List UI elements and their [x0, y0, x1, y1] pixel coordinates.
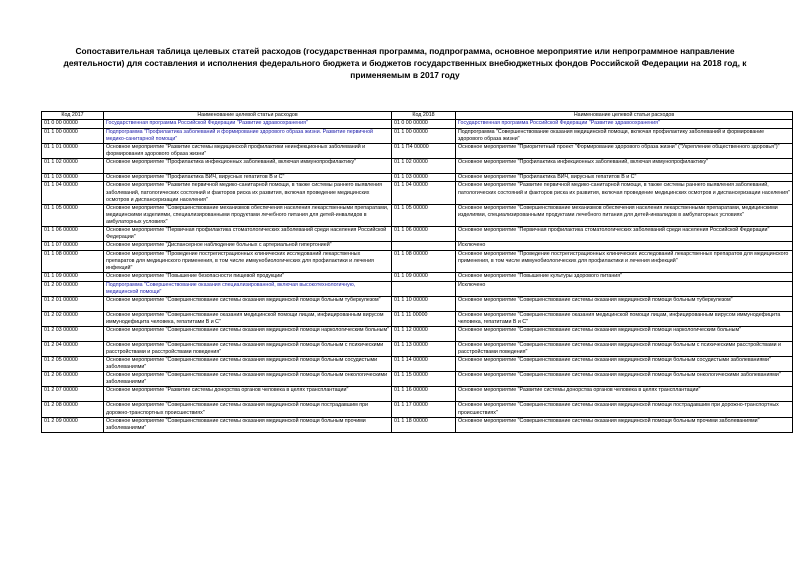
cell-code-2017: 01 2 03 00000 [42, 326, 104, 341]
table-row [42, 387, 793, 402]
cell-code-2017: 01 1 00 00000 [42, 128, 104, 143]
cell-code-2018: 01 1 13 00000 [392, 341, 456, 356]
table-row [42, 120, 793, 129]
table-row [42, 143, 793, 158]
cell-code-2017: 01 1 09 00000 [42, 273, 104, 282]
cell-code-2017: 01 2 07 00000 [42, 387, 104, 402]
cell-name-2018: Подпрограмма "Совершенствование оказания медицинской помощи, включая профилактику заболеваний и формирование здорового образа жизни" [456, 128, 793, 143]
cell-code-2017: 01 1 01 00000 [42, 143, 104, 158]
cell-code-2018: 01 1 16 00000 [392, 387, 456, 402]
table-row [42, 242, 793, 251]
header-name-2018: Наименование целевой статьи расходов [456, 112, 793, 120]
cell-name-2018: Основное мероприятие "Совершенствование системы оказания медицинской помощи больным прочими заболеваниями" [456, 417, 793, 432]
cell-name-2018: Основное мероприятие "Совершенствование системы оказания медицинской помощи пострадавшим при дорожно-транспортных происшествиях" [456, 402, 793, 417]
cell-name-2017: Основное мероприятие "Развитие первичной медико-санитарной помощи, в также системы раннего выявления заболеваний, патологических состояний и факторов риска их развития, включая проведение медицинских осмотров и диспансеризации населения" [104, 182, 392, 204]
header-name-2017: Наименование целевой статьи расходов [104, 112, 392, 120]
cell-code-2018: 01 1 10 00000 [392, 296, 456, 311]
document-title [40, 45, 770, 81]
cell-name-2018: Основное мероприятие "Повышение культуры здорового питания" [456, 273, 793, 282]
cell-code-2018: 01 1 09 00000 [392, 273, 456, 282]
cell-code-2017: 01 2 02 00000 [42, 311, 104, 326]
cell-name-2018: Основное мероприятие "Совершенствование оказания медицинской помощи лицам, инфицированным вирусом иммунодефицита человека, гепатитами B и C" [456, 311, 793, 326]
cell-name-2018: Основное мероприятие "Первичная профилактика стоматологических заболеваний среди населения Российской Федерации" [456, 227, 793, 242]
table-row [42, 158, 793, 173]
table-row [42, 417, 793, 432]
cell-name-2017: Основное мероприятие "Диспансерное наблюдение больных с артериальной гипертонией" [104, 242, 392, 251]
table-row [42, 227, 793, 242]
cell-name-2017: Основное мероприятие "Совершенствование оказания медицинской помощи лицам, инфицированным вирусом иммунодефицита человека, гепатитами B и C" [104, 311, 392, 326]
cell-name-2018: Основное мероприятие "Совершенствование механизмов обеспечения населения лекарственными препаратами, медицинскими изделиями, специализированными продуктами лечебного питания для детей-инвалидов в амбулаторных условиях" [456, 204, 793, 226]
cell-code-2018: 01 1 03 00000 [392, 173, 456, 182]
cell-name-2018: Основное мероприятие "Совершенствование системы оказания медицинской помощи больным с психическими расстройствами и расстройствами поведения" [456, 341, 793, 356]
table-row [42, 250, 793, 272]
cell-code-2017: 01 2 09 00000 [42, 417, 104, 432]
cell-name-2017: Основное мероприятие "Совершенствование системы оказания медицинской помощи больным с психическими расстройствами и расстройствами поведения" [104, 341, 392, 356]
cell-name-2017: Основное мероприятие "Совершенствование системы оказания медицинской помощи больным онкологическими заболеваниями" [104, 372, 392, 387]
table-body [42, 120, 793, 433]
cell-name-2017: Основное мероприятие "Повышение безопасности пищевой продукции" [104, 273, 392, 282]
cell-code-2018: 01 1 12 00000 [392, 326, 456, 341]
header-code-2018: Код 2018 [392, 112, 456, 120]
table-row [42, 182, 793, 204]
cell-name-2017: Основное мероприятие "Профилактика инфекционных заболеваний, включая иммунопрофилактику" [104, 158, 392, 173]
cell-name-2017: Основное мероприятие "Совершенствование механизмов обеспечения населения лекарственными препаратами, медицинскими изделиями, специализированными продуктами лечебного питания для детей-инвалидов в амбулаторных условиях" [104, 204, 392, 226]
cell-code-2017: 01 2 04 00000 [42, 341, 104, 356]
table-row [42, 357, 793, 372]
cell-code-2018: 01 1 02 00000 [392, 158, 456, 173]
cell-name-2018: Основное мероприятие "Профилактика ВИЧ, вирусных гепатитов B и C" [456, 173, 793, 182]
table-row [42, 326, 793, 341]
cell-name-2017: Основное мероприятие "Развитие системы медицинской профилактики неинфекционных заболеваний и формирования здорового образа жизни" [104, 143, 392, 158]
cell-code-2018: 01 1 11 00000 [392, 311, 456, 326]
table-header-row [42, 112, 793, 120]
table-row [42, 273, 793, 282]
cell-code-2018 [392, 242, 456, 251]
table-row [42, 281, 793, 296]
cell-name-2018: Исключено [456, 242, 793, 251]
cell-code-2017: 01 2 06 00000 [42, 372, 104, 387]
cell-code-2018: 01 1 00 00000 [392, 128, 456, 143]
title-line-1: Сопоставительная таблица целевых статей расходов (государственная программа, подпрограмма, основное мероприятие или непрограммное направление [75, 46, 735, 56]
cell-code-2018: 01 1 04 00000 [392, 182, 456, 204]
cell-name-2018: Основное мероприятие "Приоритетный проект "Формирование здорового образа жизни" ("Укрепление общественного здоровья")" [456, 143, 793, 158]
table-row [42, 311, 793, 326]
cell-code-2018 [392, 281, 456, 296]
cell-code-2018: 01 1 18 00000 [392, 417, 456, 432]
cell-code-2018: 01 1 15 00000 [392, 372, 456, 387]
cell-name-2018: Основное мероприятие "Проведение пострегистрационных клинических исследований лекарственных препаратов для медицинского применения, в том числе иммунобиологических для профилактики и лечения инфекций" [456, 250, 793, 272]
cell-name-2017: Основное мероприятие "Совершенствование системы оказания медицинской помощи наркологическим больным" [104, 326, 392, 341]
cell-code-2017: 01 1 06 00000 [42, 227, 104, 242]
table-row [42, 128, 793, 143]
cell-code-2018: 01 1 14 00000 [392, 357, 456, 372]
cell-code-2017: 01 1 03 00000 [42, 173, 104, 182]
table-row [42, 204, 793, 226]
table-row [42, 402, 793, 417]
cell-code-2017: 01 2 05 00000 [42, 357, 104, 372]
table-row [42, 173, 793, 182]
cell-name-2018: Основное мероприятие "Развитие первичной медико-санитарной помощи, в также системы раннего выявления заболеваний, патологических состояний и факторов риска их развития, включая проведение медицинских осмотров и диспансеризации населения" [456, 182, 793, 204]
cell-code-2018: 01 1 08 00000 [392, 250, 456, 272]
cell-name-2017: Основное мероприятие "Профилактика ВИЧ, вирусных гепатитов B и C" [104, 173, 392, 182]
cell-name-2018: Основное мероприятие "Совершенствование системы оказания медицинской помощи больным онкологическими заболеваниями" [456, 372, 793, 387]
cell-name-2017: Основное мероприятие "Совершенствование системы оказания медицинской помощи больным туберкулезом" [104, 296, 392, 311]
cell-code-2018: 01 1 05 00000 [392, 204, 456, 226]
cell-code-2017: 01 1 02 00000 [42, 158, 104, 173]
cell-name-2017: Основное мероприятие "Проведение пострегистрационных клинических исследований лекарственных препаратов для медицинского применения, в том числе иммунобиологических для профилактики и лечения инфекций" [104, 250, 392, 272]
cell-code-2018: 01 0 00 00000 [392, 120, 456, 129]
cell-name-2018: Исключено [456, 281, 793, 296]
cell-code-2017: 01 1 04 00000 [42, 182, 104, 204]
cell-name-2017: Государственная программа Российской Федерации "Развитие здравоохранения" [104, 120, 392, 129]
cell-code-2018: 01 1 17 00000 [392, 402, 456, 417]
cell-name-2018: Основное мероприятие "Совершенствование системы оказания медицинской помощи больным туберкулезом" [456, 296, 793, 311]
cell-code-2017: 01 1 05 00000 [42, 204, 104, 226]
cell-code-2017: 01 2 01 00000 [42, 296, 104, 311]
cell-name-2018: Основное мероприятие "Профилактика инфекционных заболеваний, включая иммунопрофилактику" [456, 158, 793, 173]
title-line-2: деятельности) для составления и исполнения федерального бюджета и бюджетов государственных внебюджетных фондов Российской Федерации на 2018 год, к [63, 58, 747, 68]
cell-name-2017: Основное мероприятие "Первичная профилактика стоматологических заболеваний среди населения Российской Федерации" [104, 227, 392, 242]
cell-name-2018: Основное мероприятие "Развитие системы донорства органов человека в целях трансплантации" [456, 387, 793, 402]
cell-name-2018: Государственная программа Российской Федерации "Развитие здравоохранения" [456, 120, 793, 129]
cell-name-2017: Основное мероприятие "Совершенствование системы оказания медицинской помощи больным прочими заболеваниями" [104, 417, 392, 432]
cell-name-2017: Основное мероприятие "Совершенствование системы оказания медицинской помощи пострадавшим при дорожно-транспортных происшествиях" [104, 402, 392, 417]
cell-name-2018: Основное мероприятие "Совершенствование системы оказания медицинской помощи больным сосудистыми заболеваниями" [456, 357, 793, 372]
cell-name-2017: Подпрограмма "Профилактика заболеваний и формирование здорового образа жизни. Развитие первичной медико-санитарной помощи" [104, 128, 392, 143]
cell-name-2017: Подпрограмма "Совершенствование оказания специализированной, включая высокотехнологичную, медицинской помощи" [104, 281, 392, 296]
cell-code-2017: 01 2 08 00000 [42, 402, 104, 417]
cell-code-2018: 01 1 06 00000 [392, 227, 456, 242]
table-row [42, 296, 793, 311]
cell-code-2017: 01 2 00 00000 [42, 281, 104, 296]
cell-code-2017: 01 0 00 00000 [42, 120, 104, 129]
cell-code-2017: 01 1 08 00000 [42, 250, 104, 272]
cell-code-2017: 01 1 07 00000 [42, 242, 104, 251]
cell-code-2018: 01 1 П4 00000 [392, 143, 456, 158]
title-line-3: применяемым в 2017 году [350, 70, 460, 80]
cell-name-2017: Основное мероприятие "Совершенствование системы оказания медицинской помощи больным сосудистыми заболеваниями" [104, 357, 392, 372]
table-row [42, 341, 793, 356]
header-code-2017: Код 2017 [42, 112, 104, 120]
cell-name-2017: Основное мероприятие "Развитие системы донорства органов человека в целях трансплантации" [104, 387, 392, 402]
comparison-table [41, 111, 793, 433]
table-row [42, 372, 793, 387]
cell-name-2018: Основное мероприятие "Совершенствование системы оказания медицинской помощи наркологическим больным" [456, 326, 793, 341]
